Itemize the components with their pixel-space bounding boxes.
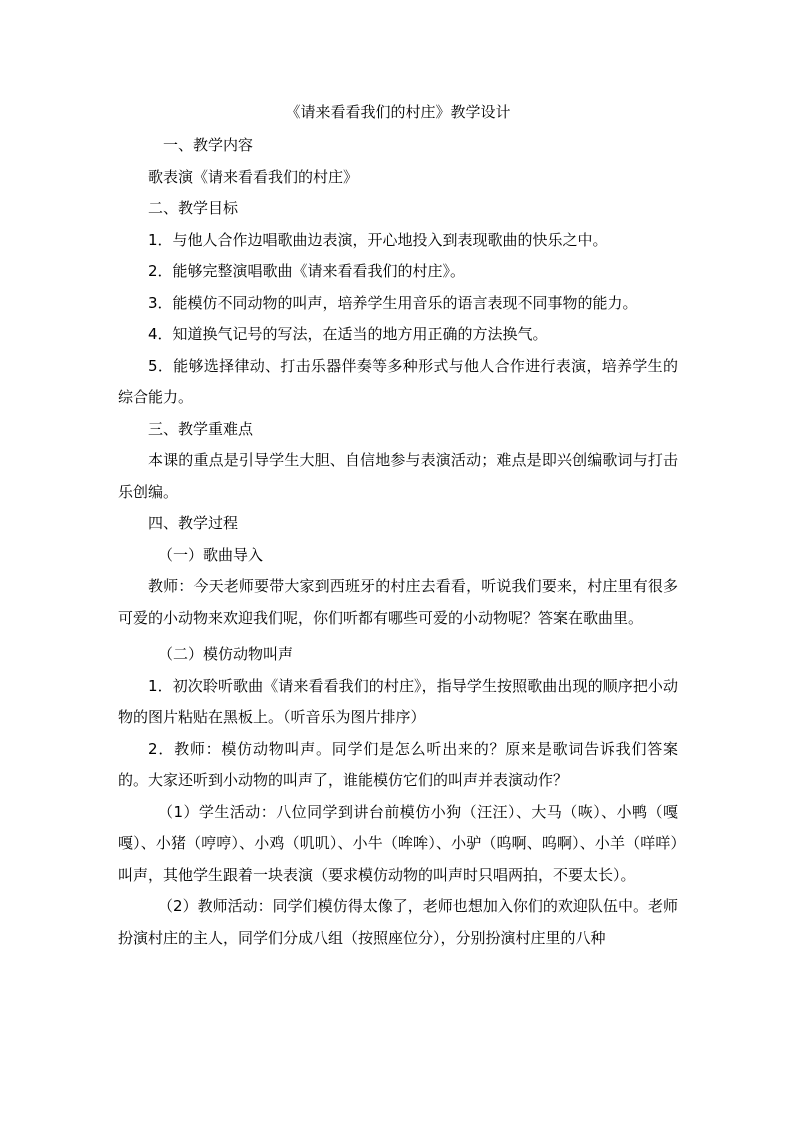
paragraph-content: 歌表演《请来看看我们的村庄》	[148, 167, 359, 186]
document-title: 《请来看看我们的村庄》教学设计	[285, 103, 511, 121]
goal-item-4: 4．知道换气记号的写法，在适当的地方用正确的方法换气。	[148, 325, 548, 343]
section-heading-process: 四、教学过程	[148, 514, 239, 532]
subheading-imitate-animals: （二）模仿动物叫声	[158, 645, 294, 663]
process-item-1: 1．初次聆听歌曲《请来看看我们的村庄》，指导学生按照歌曲出现的顺序把小动物的图片粘贴在黑板上。（听音乐为图片排序）	[118, 676, 678, 726]
goal-item-3: 3．能模仿不同动物的叫声，培养学生用音乐的语言表现不同事物的能力。	[148, 293, 638, 312]
document-body	[118, 94, 678, 954]
section-heading-key-points: 三、教学重难点	[148, 419, 254, 438]
goal-item-5: 5．能够选择律动、打击乐器伴奏等多种形式与他人合作进行表演，培养学生的综合能力。	[118, 356, 678, 406]
paragraph-song-intro: 教师：今天老师要带大家到西班牙的村庄去看看，听说我们要来，村庄里有很多可爱的小动物来欢迎我们呢，你们听都有哪些可爱的小动物呢？答案在歌曲里。	[118, 577, 678, 627]
goal-item-1: 1．与他人合作边唱歌曲边表演，开心地投入到表现歌曲的快乐之中。	[148, 230, 608, 249]
subheading-song-intro: （一）歌曲导入	[158, 545, 264, 564]
teacher-activity: （2）教师活动：同学们模仿得太像了，老师也想加入你们的欢迎队伍中。老师扮演村庄的主人，同学们分成八组（按照座位分），分别扮演村庄里的八种	[118, 897, 678, 947]
section-heading-goals: 二、教学目标	[148, 199, 239, 217]
process-item-2: 2．教师：模仿动物叫声。同学们是怎么听出来的？原来是歌词告诉我们答案的。大家还听到小动物的叫声了，谁能模仿它们的叫声并表演动作？	[118, 739, 678, 789]
paragraph-key-points: 本课的重点是引导学生大胆、自信地参与表演活动；难点是即兴创编歌词与打击乐创编。	[118, 451, 678, 501]
goal-item-2: 2．能够完整演唱歌曲《请来看看我们的村庄》。	[148, 262, 466, 280]
student-activity: （1）学生活动：八位同学到讲台前模仿小狗（汪汪）、大马（咴）、小鸭（嘎嘎）、小猪（哼哼）、小鸡（叽叽）、小牛（哞哞）、小驴（呜啊、呜啊）、小羊（咩咩）叫声，其他学生跟着一块表演（要求模仿动物的叫声时只唱两拍，不要太长）。	[118, 802, 678, 884]
section-heading-content: 一、教学内容	[163, 136, 254, 154]
